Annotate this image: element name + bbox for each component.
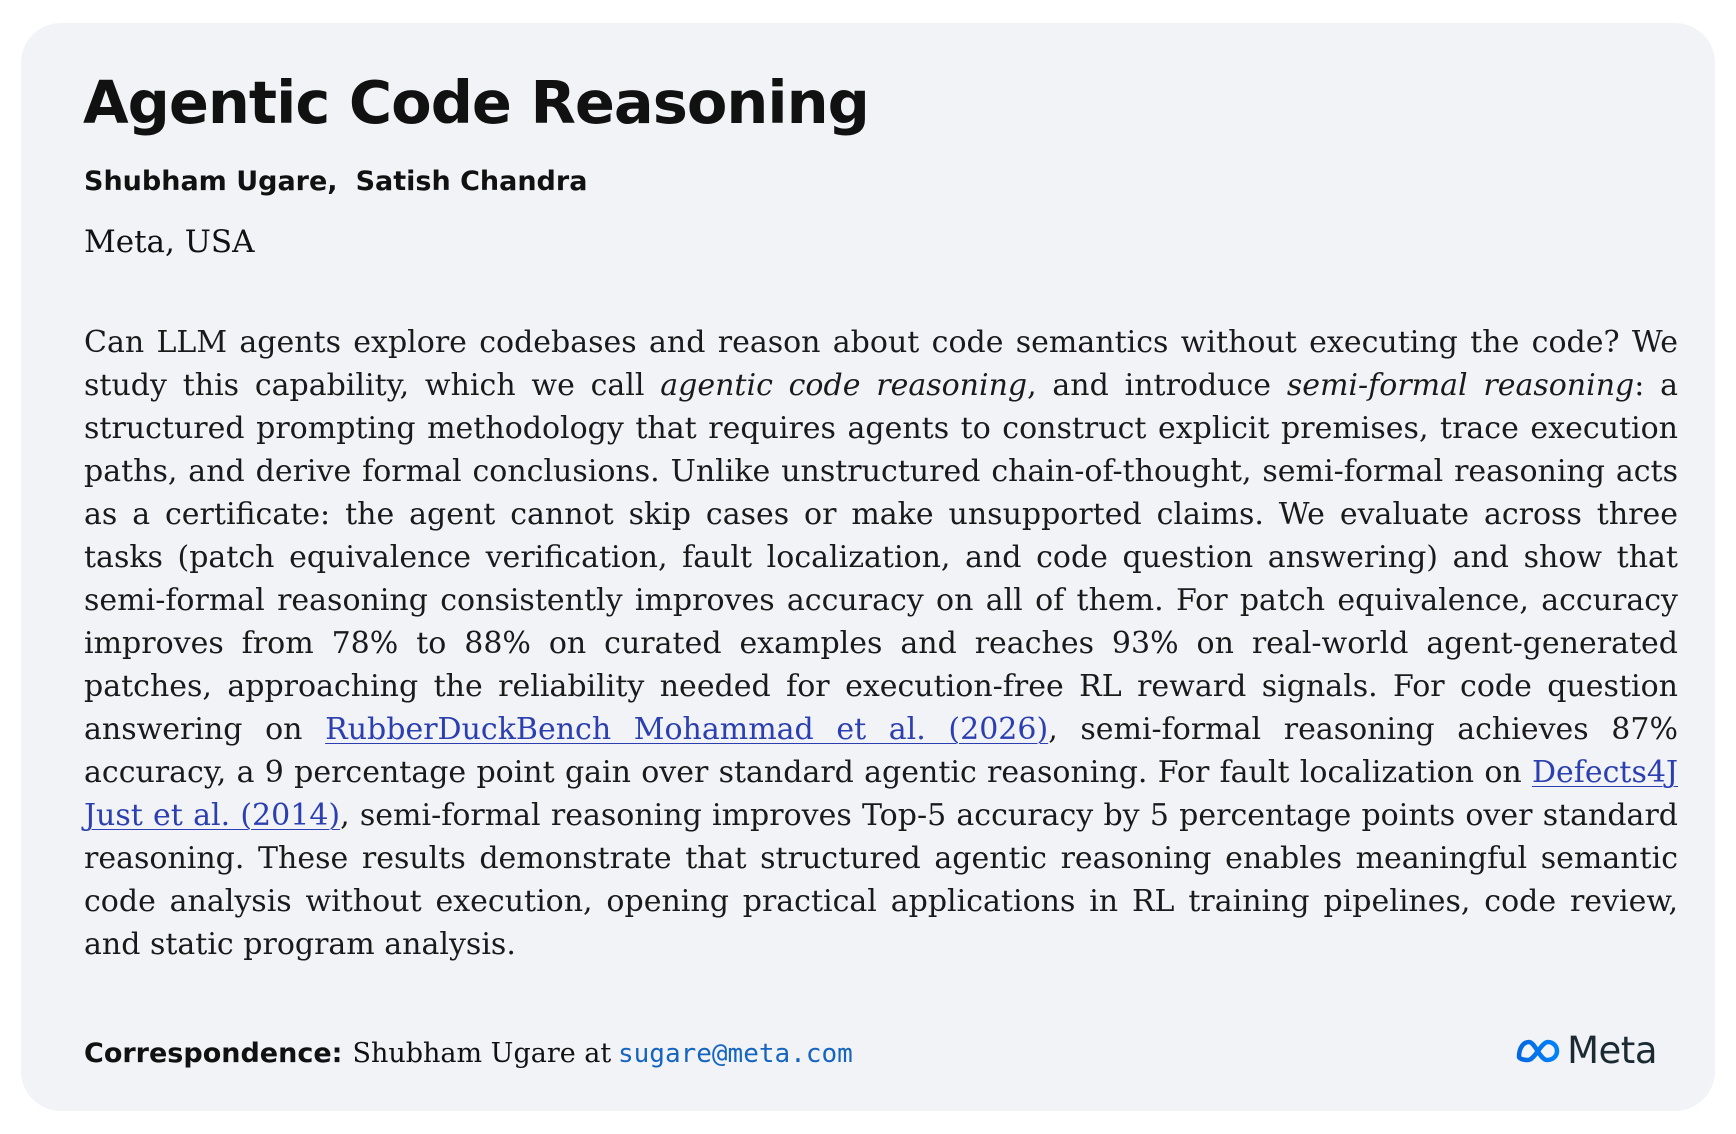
meta-logo [1515, 1029, 1657, 1072]
abstract-emphasis: agentic code reasoning [660, 368, 1028, 403]
author-list [84, 166, 587, 197]
correspondence [84, 1038, 853, 1069]
author-name: Satish Chandra [355, 166, 588, 197]
abstract-text: , and introduce [1027, 368, 1287, 403]
correspondence-label: Correspondence: [84, 1038, 343, 1069]
abstract-emphasis: semi-formal reasoning [1286, 368, 1635, 403]
abstract [84, 321, 1678, 966]
abstract-text: , semi-formal reasoning improves Top-5 accuracy by 5 percentage points over standard reasoning. These results demonstrate that structured agentic reasoning enables meaningful semantic code analysis without execution, opening practical applications in RL training pipelines, code review, and static program analysis. [84, 798, 1678, 962]
citation-link-defects4j[interactable]: Defects4J Just et al. (2014) [84, 755, 1678, 833]
meta-infinity-icon [1515, 1038, 1561, 1064]
correspondence-text: Shubham Ugare at [352, 1038, 612, 1069]
author-separator: , [327, 166, 338, 197]
citation-link-rubberduckbench[interactable]: RubberDuckBench Mohammad et al. (2026) [325, 712, 1049, 747]
correspondence-email-link[interactable]: sugare@meta.com [617, 1039, 853, 1069]
abstract-text: : a structured prompting methodology that requires agents to construct explicit premises, trace execution paths, and derive formal conclusions. Unlike unstructured chain-of-thought, semi-formal reasoning acts as a certificate: the agent cannot skip cases or make unsupported claims. We evaluate across three tasks (patch equivalence verification, fault localization, and code question answering) and show that semi-formal reasoning consistently improves accuracy on all of them. For patch equivalence, accuracy improves from 78% to 88% on curated examples and reaches 93% on real-world agent-generated patches, approaching the reliability needed for execution-free RL reward signals. For code question answering on [84, 368, 1679, 747]
affiliation: Meta, USA [84, 224, 255, 260]
paper-header-card [21, 23, 1715, 1111]
meta-wordmark: Meta [1567, 1029, 1657, 1072]
abstract-text: , semi-formal reasoning achieves 87% accuracy, a 9 percentage point gain over standard agentic reasoning. For fault localization on [84, 712, 1678, 790]
author-name: Shubham Ugare [84, 166, 328, 197]
paper-title: Agentic Code Reasoning [83, 68, 869, 137]
abstract-text: Can LLM agents explore codebases and reason about code semantics without executing the code? We study this capability, which we call [84, 325, 1678, 403]
